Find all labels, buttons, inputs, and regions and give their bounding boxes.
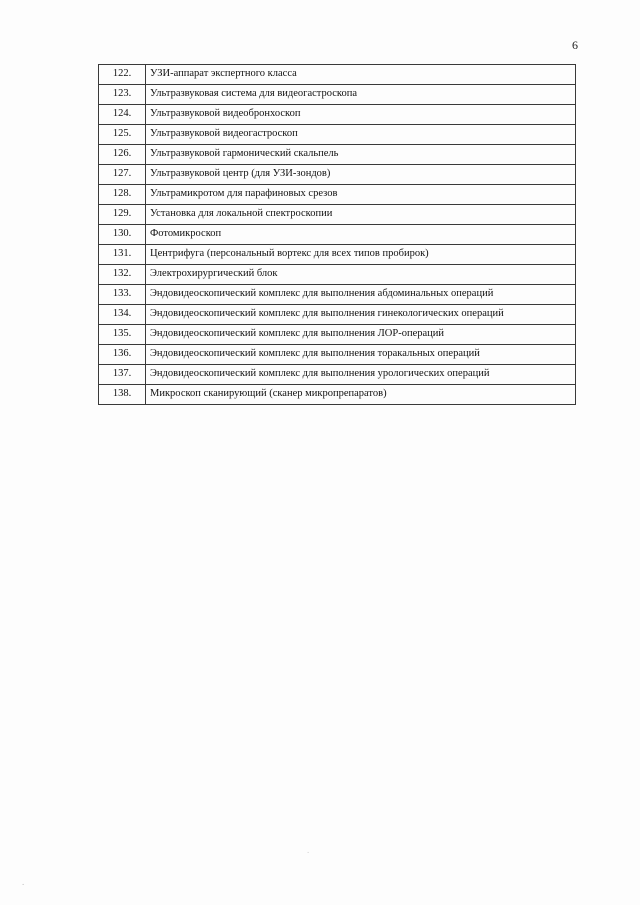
row-number: 129.: [99, 205, 146, 225]
equipment-table: [98, 64, 576, 405]
scan-artifact-bottom-center: .: [307, 845, 310, 855]
table-row: [99, 365, 576, 385]
row-number: 126.: [99, 145, 146, 165]
row-name: Ультразвуковой видеогастроскоп: [146, 125, 576, 145]
row-name: Эндовидеоскопический комплекс для выполнения торакальных операций: [146, 345, 576, 365]
equipment-table-container: [98, 64, 576, 405]
table-row: [99, 65, 576, 85]
row-name: Центрифуга (персональный вортекс для всех типов пробирок): [146, 245, 576, 265]
row-number: 128.: [99, 185, 146, 205]
row-number: 125.: [99, 125, 146, 145]
row-number: 131.: [99, 245, 146, 265]
table-row: [99, 125, 576, 145]
row-number: 122.: [99, 65, 146, 85]
row-name: Эндовидеоскопический комплекс для выполнения урологических операций: [146, 365, 576, 385]
equipment-table-body: [99, 65, 576, 405]
table-row: [99, 345, 576, 365]
table-row: [99, 265, 576, 285]
row-number: 127.: [99, 165, 146, 185]
row-number: 124.: [99, 105, 146, 125]
table-row: [99, 385, 576, 405]
page-number: 6: [572, 38, 578, 52]
row-number: 136.: [99, 345, 146, 365]
row-name: Ультразвуковая система для видеогастроскопа: [146, 85, 576, 105]
row-number: 137.: [99, 365, 146, 385]
row-name: Установка для локальной спектроскопии: [146, 205, 576, 225]
row-number: 135.: [99, 325, 146, 345]
row-number: 132.: [99, 265, 146, 285]
row-name: Электрохирургический блок: [146, 265, 576, 285]
row-name: Ультразвуковой гармонический скальпель: [146, 145, 576, 165]
table-row: [99, 85, 576, 105]
row-name: Эндовидеоскопический комплекс для выполнения абдоминальных операций: [146, 285, 576, 305]
row-name: Ультрамикротом для парафиновых срезов: [146, 185, 576, 205]
table-row: [99, 185, 576, 205]
table-row: [99, 285, 576, 305]
table-row: [99, 245, 576, 265]
table-row: [99, 165, 576, 185]
row-number: 134.: [99, 305, 146, 325]
row-name: Ультразвуковой видеобронхоскоп: [146, 105, 576, 125]
row-number: 133.: [99, 285, 146, 305]
row-name: УЗИ-аппарат экспертного класса: [146, 65, 576, 85]
row-name: Микроскоп сканирующий (сканер микропрепаратов): [146, 385, 576, 405]
row-name: Ультразвуковой центр (для УЗИ-зондов): [146, 165, 576, 185]
row-number: 138.: [99, 385, 146, 405]
table-row: [99, 305, 576, 325]
scan-artifact-bottom-left: .: [22, 877, 25, 887]
row-number: 130.: [99, 225, 146, 245]
table-row: [99, 205, 576, 225]
table-row: [99, 325, 576, 345]
table-row: [99, 105, 576, 125]
row-number: 123.: [99, 85, 146, 105]
row-name: Фотомикроскоп: [146, 225, 576, 245]
row-name: Эндовидеоскопический комплекс для выполнения ЛОР-операций: [146, 325, 576, 345]
table-row: [99, 225, 576, 245]
row-name: Эндовидеоскопический комплекс для выполнения гинекологических операций: [146, 305, 576, 325]
table-row: [99, 145, 576, 165]
